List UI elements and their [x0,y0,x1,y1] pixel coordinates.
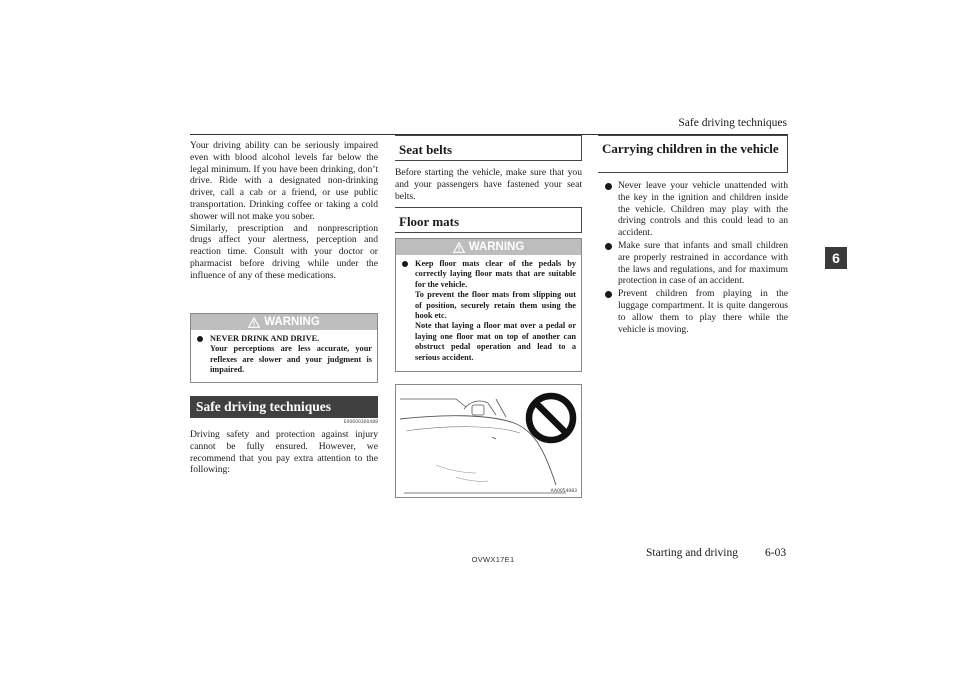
warning-header [396,239,581,255]
seat-belts-text: Before starting the vehicle, make sure that you and your passengers have fastened your seat belts. [395,167,582,202]
bullet-icon [402,261,408,267]
prohibition-icon [524,391,578,445]
warning-lead: NEVER DRINK AND DRIVE. [210,334,320,343]
list-item: Make sure that infants and small children are properly restrained in accordance with the laws and regulations, and for maximum protection in case of an accident. [604,240,788,287]
warning-header [191,314,377,330]
list-item: Prevent children from playing in the luggage compartment. It is quite dangerous to allow them to play there while the vehicle is moving. [604,288,788,335]
intro-paragraph-1: Your driving ability can be seriously impaired even with blood alcohol levels far below the legal minimum. If you have been drinking, don’t drive. Ride with a designated non-drinking driver, call a cab or a friend, or use public transportation. Drinking coffee or taking a cold shower will not make you sober. [190,140,378,222]
warning-line-3: Note that laying a floor mat over a pedal or laying one floor mat on top of another can obstruct pedal operation and lead to a serious accident. [415,321,576,362]
bullet-icon [605,243,612,250]
warning-item [196,334,372,376]
warning-triangle-icon [248,317,260,328]
warning-item [401,259,576,363]
document-code: OVWX17E1 [471,555,515,564]
figure-label: AA0054083 [550,489,577,494]
bullet-icon [605,183,612,190]
children-bullet-list [604,180,788,336]
warning-line-1: Keep floor mats clear of the pedals by correctly laying floor mats that are suitable for the vehicle. [415,259,576,289]
bullet-icon [197,336,203,342]
section-heading-safe-driving: Safe driving techniques [190,396,378,418]
warning-text: Your perceptions are less accurate, your reflexes are slower and your judgment is impaired. [210,344,372,375]
page-number: 6-03 [765,547,787,559]
bullet-icon [605,291,612,298]
running-header: Safe driving techniques [678,117,787,129]
section-paragraph: Driving safety and protection against injury cannot be fully ensured. However, we recommend that you pay extra attention to the following: [190,429,378,476]
heading-carrying-children: Carrying children in the vehicle [598,135,788,173]
list-item: Never leave your vehicle unattended with the key in the ignition and children inside the vehicle. Children may play with the driving controls and this could lead to an accident. [604,180,788,239]
floor-mat-illustration [395,384,582,498]
footer-section-title: Starting and driving [646,547,738,559]
floor-mats-warning-box [395,238,582,372]
intro-paragraph-2: Similarly, prescription and nonprescription drugs affect your alertness, perception and reaction time. Consult with your doctor or pharmacist before driving while under the influence of any of these medications. [190,222,378,281]
warning-line-2: To prevent the floor mats from slipping out of position, securely retain them using the hook etc. [415,290,576,321]
warning-title: WARNING [264,316,320,328]
warning-title: WARNING [468,241,525,253]
heading-floor-mats: Floor mats [395,207,582,233]
heading-seat-belts: Seat belts [395,135,582,161]
alcohol-warning-box [190,313,378,383]
chapter-tab: 6 [825,247,847,269]
warning-triangle-icon [453,242,465,253]
section-code: E00600300488 [343,420,378,425]
column-1 [190,140,378,282]
